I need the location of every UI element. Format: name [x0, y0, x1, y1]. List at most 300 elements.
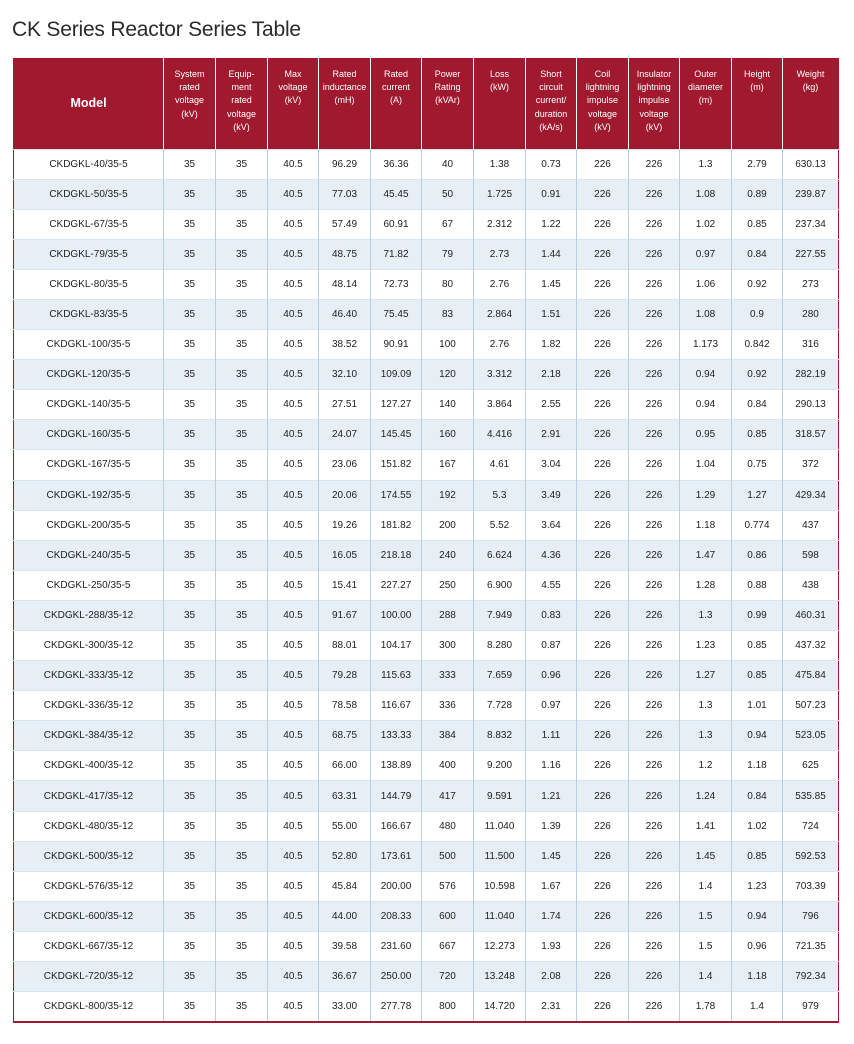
table-cell: 23.06 — [319, 450, 371, 480]
table-row — [14, 721, 839, 751]
table-cell: 40.5 — [268, 631, 319, 661]
table-row — [14, 931, 839, 961]
table-row — [14, 871, 839, 901]
table-cell: 226 — [577, 841, 629, 871]
table-cell: 35 — [164, 600, 216, 630]
column-header-line: (A) — [390, 95, 402, 106]
table-cell: 0.84 — [732, 239, 783, 269]
table-cell: 75.45 — [371, 299, 422, 329]
table-cell: 400 — [422, 751, 474, 781]
table-cell: 40.5 — [268, 871, 319, 901]
table-cell: 100.00 — [371, 600, 422, 630]
column-header-line: (kW) — [490, 82, 509, 93]
table-cell: 35 — [216, 781, 268, 811]
column-header — [422, 58, 474, 149]
model-cell: CKDGKL-300/35-12 — [14, 631, 164, 661]
table-cell: 1.3 — [680, 721, 732, 751]
table-cell: 1.23 — [732, 871, 783, 901]
table-cell: 2.31 — [526, 992, 577, 1022]
table-cell: 1.74 — [526, 901, 577, 931]
table-cell: 173.61 — [371, 841, 422, 871]
table-row — [14, 841, 839, 871]
table-cell: 40.5 — [268, 811, 319, 841]
table-cell: 1.16 — [526, 751, 577, 781]
table-cell: 0.94 — [732, 901, 783, 931]
table-cell: 1.4 — [732, 992, 783, 1022]
table-row — [14, 450, 839, 480]
table-cell: 226 — [629, 901, 680, 931]
table-cell: 40.5 — [268, 510, 319, 540]
table-cell: 40.5 — [268, 179, 319, 209]
column-header — [319, 58, 371, 149]
table-cell: 480 — [422, 811, 474, 841]
table-cell: 226 — [577, 179, 629, 209]
table-cell: 35 — [164, 931, 216, 961]
table-cell: 280 — [783, 299, 839, 329]
column-header-line: (m) — [750, 82, 764, 93]
table-cell: 226 — [577, 570, 629, 600]
table-cell: 0.85 — [732, 209, 783, 239]
table-cell: 40.5 — [268, 149, 319, 179]
table-cell: 35 — [216, 330, 268, 360]
table-cell: 88.01 — [319, 631, 371, 661]
table-cell: 800 — [422, 992, 474, 1022]
table-cell: 0.774 — [732, 510, 783, 540]
table-cell: 226 — [577, 360, 629, 390]
model-cell: CKDGKL-79/35-5 — [14, 239, 164, 269]
table-cell: 630.13 — [783, 149, 839, 179]
table-cell: 48.14 — [319, 269, 371, 299]
table-row — [14, 299, 839, 329]
table-cell: 45.84 — [319, 871, 371, 901]
table-cell: 40.5 — [268, 570, 319, 600]
table-cell: 200 — [422, 510, 474, 540]
table-cell: 40.5 — [268, 330, 319, 360]
table-cell: 1.173 — [680, 330, 732, 360]
table-cell: 226 — [577, 450, 629, 480]
table-cell: 192 — [422, 480, 474, 510]
table-row — [14, 360, 839, 390]
table-cell: 38.52 — [319, 330, 371, 360]
table-cell: 35 — [164, 661, 216, 691]
table-cell: 0.96 — [732, 931, 783, 961]
table-cell: 226 — [629, 269, 680, 299]
table-cell: 226 — [577, 480, 629, 510]
table-cell: 27.51 — [319, 390, 371, 420]
table-cell: 226 — [629, 841, 680, 871]
table-cell: 174.55 — [371, 480, 422, 510]
table-cell: 1.78 — [680, 992, 732, 1022]
table-cell: 9.200 — [474, 751, 526, 781]
column-header-line: ment — [231, 82, 252, 93]
table-cell: 0.94 — [680, 360, 732, 390]
table-cell: 226 — [577, 691, 629, 721]
table-cell: 0.85 — [732, 841, 783, 871]
table-cell: 4.55 — [526, 570, 577, 600]
table-row — [14, 992, 839, 1022]
table-cell: 35 — [164, 299, 216, 329]
table-row — [14, 269, 839, 299]
table-cell: 226 — [629, 149, 680, 179]
column-header — [629, 58, 680, 149]
table-cell: 507.23 — [783, 691, 839, 721]
table-cell: 35 — [164, 751, 216, 781]
table-cell: 0.88 — [732, 570, 783, 600]
table-cell: 226 — [577, 962, 629, 992]
table-cell: 437 — [783, 510, 839, 540]
table-cell: 0.99 — [732, 600, 783, 630]
table-cell: 2.18 — [526, 360, 577, 390]
model-cell: CKDGKL-500/35-12 — [14, 841, 164, 871]
table-cell: 1.4 — [680, 871, 732, 901]
table-cell: 226 — [629, 390, 680, 420]
table-cell: 226 — [629, 781, 680, 811]
table-cell: 40 — [422, 149, 474, 179]
table-cell: 1.27 — [732, 480, 783, 510]
table-cell: 1.4 — [680, 962, 732, 992]
table-cell: 35 — [164, 390, 216, 420]
table-cell: 720 — [422, 962, 474, 992]
table-cell: 226 — [577, 269, 629, 299]
table-row — [14, 962, 839, 992]
table-cell: 0.842 — [732, 330, 783, 360]
table-cell: 166.67 — [371, 811, 422, 841]
table-cell: 79.28 — [319, 661, 371, 691]
table-row — [14, 420, 839, 450]
column-header-line: Max — [284, 69, 302, 79]
table-cell: 71.82 — [371, 239, 422, 269]
column-header-line: Weight — [796, 69, 825, 79]
table-cell: 226 — [577, 600, 629, 630]
table-cell: 226 — [577, 931, 629, 961]
table-cell: 226 — [629, 751, 680, 781]
table-cell: 226 — [577, 751, 629, 781]
table-cell: 133.33 — [371, 721, 422, 751]
table-cell: 703.39 — [783, 871, 839, 901]
table-cell: 35 — [216, 901, 268, 931]
table-cell: 40.5 — [268, 209, 319, 239]
table-cell: 35 — [216, 209, 268, 239]
model-cell: CKDGKL-336/35-12 — [14, 691, 164, 721]
model-cell: CKDGKL-167/35-5 — [14, 450, 164, 480]
table-cell: 7.949 — [474, 600, 526, 630]
table-cell: 83 — [422, 299, 474, 329]
table-cell: 226 — [629, 631, 680, 661]
table-cell: 2.76 — [474, 330, 526, 360]
table-cell: 724 — [783, 811, 839, 841]
model-cell: CKDGKL-240/35-5 — [14, 540, 164, 570]
table-cell: 0.73 — [526, 149, 577, 179]
column-header-line: rated — [231, 95, 252, 106]
table-cell: 40.5 — [268, 390, 319, 420]
table-cell: 1.39 — [526, 811, 577, 841]
table-cell: 35 — [164, 239, 216, 269]
table-cell: 333 — [422, 661, 474, 691]
model-cell: CKDGKL-250/35-5 — [14, 570, 164, 600]
table-cell: 226 — [629, 179, 680, 209]
table-cell: 226 — [629, 962, 680, 992]
column-header-line: inductance — [322, 82, 367, 93]
table-cell: 20.06 — [319, 480, 371, 510]
table-cell: 109.09 — [371, 360, 422, 390]
page-title: CK Series Reactor Series Table — [12, 18, 301, 41]
column-header-line: System — [174, 69, 205, 79]
table-cell: 200.00 — [371, 871, 422, 901]
table-cell: 226 — [629, 209, 680, 239]
table-cell: 429.34 — [783, 480, 839, 510]
table-cell: 282.19 — [783, 360, 839, 390]
table-cell: 44.00 — [319, 901, 371, 931]
table-cell: 35 — [216, 631, 268, 661]
table-row — [14, 239, 839, 269]
table-cell: 1.3 — [680, 691, 732, 721]
table-cell: 96.29 — [319, 149, 371, 179]
table-cell: 0.97 — [526, 691, 577, 721]
table-cell: 33.00 — [319, 992, 371, 1022]
table-cell: 3.312 — [474, 360, 526, 390]
column-header-line: (kg) — [802, 82, 819, 93]
table-cell: 35 — [164, 209, 216, 239]
table-cell: 19.26 — [319, 510, 371, 540]
table-cell: 7.728 — [474, 691, 526, 721]
table-cell: 115.63 — [371, 661, 422, 691]
table-cell: 1.82 — [526, 330, 577, 360]
table-cell: 1.04 — [680, 450, 732, 480]
table-cell: 218.18 — [371, 540, 422, 570]
table-cell: 226 — [629, 811, 680, 841]
table-cell: 40.5 — [268, 299, 319, 329]
table-cell: 67 — [422, 209, 474, 239]
table-cell: 226 — [577, 721, 629, 751]
column-header-line: Rated — [383, 69, 409, 79]
table-cell: 226 — [629, 299, 680, 329]
table-cell: 35 — [164, 691, 216, 721]
model-cell: CKDGKL-384/35-12 — [14, 721, 164, 751]
table-cell: 35 — [216, 992, 268, 1022]
table-cell: 35 — [164, 420, 216, 450]
column-header-line: circuit — [539, 82, 563, 93]
table-cell: 46.40 — [319, 299, 371, 329]
table-cell: 1.45 — [526, 269, 577, 299]
table-cell: 1.44 — [526, 239, 577, 269]
table-cell: 1.08 — [680, 299, 732, 329]
table-cell: 0.95 — [680, 420, 732, 450]
table-cell: 0.94 — [732, 721, 783, 751]
table-cell: 384 — [422, 721, 474, 751]
table-cell: 35 — [164, 781, 216, 811]
table-cell: 35 — [216, 841, 268, 871]
table-cell: 11.500 — [474, 841, 526, 871]
table-cell: 226 — [577, 901, 629, 931]
table-cell: 35 — [216, 420, 268, 450]
column-header-line: Coil — [594, 69, 611, 79]
column-header — [680, 58, 732, 149]
column-header-line: diameter — [687, 82, 723, 93]
table-cell: 35 — [164, 330, 216, 360]
table-cell: 57.49 — [319, 209, 371, 239]
column-header-line: (kV) — [645, 121, 663, 132]
table-cell: 318.57 — [783, 420, 839, 450]
table-cell: 0.89 — [732, 179, 783, 209]
table-cell: 273 — [783, 269, 839, 299]
table-cell: 1.18 — [732, 962, 783, 992]
table-cell: 226 — [577, 239, 629, 269]
table-cell: 0.86 — [732, 540, 783, 570]
table-row — [14, 811, 839, 841]
table-cell: 1.18 — [680, 510, 732, 540]
model-cell: CKDGKL-600/35-12 — [14, 901, 164, 931]
table-cell: 3.04 — [526, 450, 577, 480]
table-cell: 226 — [629, 992, 680, 1022]
table-cell: 55.00 — [319, 811, 371, 841]
table-cell: 1.01 — [732, 691, 783, 721]
table-cell: 45.45 — [371, 179, 422, 209]
table-row — [14, 661, 839, 691]
table-cell: 2.312 — [474, 209, 526, 239]
column-header-line: Rating — [434, 82, 461, 93]
table-cell: 226 — [629, 600, 680, 630]
table-cell: 16.05 — [319, 540, 371, 570]
model-cell: CKDGKL-83/35-5 — [14, 299, 164, 329]
table-cell: 63.31 — [319, 781, 371, 811]
table-cell: 226 — [629, 691, 680, 721]
table-cell: 1.21 — [526, 781, 577, 811]
table-cell: 1.45 — [526, 841, 577, 871]
table-cell: 35 — [216, 751, 268, 781]
table-cell: 145.45 — [371, 420, 422, 450]
column-header-line: (m) — [698, 95, 713, 106]
table-cell: 0.9 — [732, 299, 783, 329]
table-cell: 227.27 — [371, 570, 422, 600]
column-header-line: lightning — [637, 82, 671, 93]
table-cell: 39.58 — [319, 931, 371, 961]
table-cell: 35 — [164, 269, 216, 299]
table-cell: 1.11 — [526, 721, 577, 751]
table-cell: 1.47 — [680, 540, 732, 570]
table-cell: 0.97 — [680, 239, 732, 269]
table-cell: 78.58 — [319, 691, 371, 721]
table-cell: 35 — [164, 450, 216, 480]
table-cell: 2.864 — [474, 299, 526, 329]
column-header — [783, 58, 839, 149]
column-header-line: Equip- — [228, 69, 255, 79]
table-cell: 1.3 — [680, 149, 732, 179]
table-cell: 226 — [577, 420, 629, 450]
table-cell: 40.5 — [268, 992, 319, 1022]
column-header-line: (mH) — [334, 95, 355, 106]
table-cell: 35 — [164, 901, 216, 931]
table-cell: 11.040 — [474, 811, 526, 841]
table-cell: 35 — [216, 600, 268, 630]
column-header-line: (kV) — [181, 108, 198, 119]
table-cell: 796 — [783, 901, 839, 931]
table-cell: 35 — [216, 360, 268, 390]
table-cell: 625 — [783, 751, 839, 781]
table-cell: 3.864 — [474, 390, 526, 420]
model-cell: CKDGKL-200/35-5 — [14, 510, 164, 540]
table-cell: 2.76 — [474, 269, 526, 299]
table-cell: 1.02 — [732, 811, 783, 841]
table-cell: 226 — [577, 299, 629, 329]
table-cell: 40.5 — [268, 661, 319, 691]
column-header-line: Height — [743, 69, 770, 79]
table-cell: 116.67 — [371, 691, 422, 721]
table-cell: 1.18 — [732, 751, 783, 781]
table-cell: 277.78 — [371, 992, 422, 1022]
column-header-line: voltage — [226, 108, 257, 119]
table-cell: 438 — [783, 570, 839, 600]
table-cell: 35 — [216, 510, 268, 540]
table-cell: 100 — [422, 330, 474, 360]
table-cell: 475.84 — [783, 661, 839, 691]
table-cell: 1.27 — [680, 661, 732, 691]
table-cell: 35 — [216, 179, 268, 209]
table-row — [14, 540, 839, 570]
table-body — [14, 149, 839, 1022]
table-row — [14, 179, 839, 209]
table-cell: 40.5 — [268, 269, 319, 299]
model-cell: CKDGKL-100/35-5 — [14, 330, 164, 360]
table-cell: 226 — [577, 540, 629, 570]
table-cell: 35 — [216, 962, 268, 992]
table-cell: 4.416 — [474, 420, 526, 450]
column-header-line: current — [381, 82, 410, 93]
column-header-line: voltage — [174, 95, 205, 106]
table-cell: 50 — [422, 179, 474, 209]
table-cell: 35 — [216, 269, 268, 299]
table-cell: 40.5 — [268, 540, 319, 570]
table-cell: 226 — [577, 149, 629, 179]
table-cell: 250 — [422, 570, 474, 600]
table-cell: 0.84 — [732, 390, 783, 420]
column-header-line: (kA/s) — [539, 121, 563, 132]
table-cell: 226 — [629, 480, 680, 510]
column-header-line: Insulator — [636, 69, 672, 79]
table-cell: 35 — [216, 871, 268, 901]
table-row — [14, 691, 839, 721]
table-cell: 226 — [629, 931, 680, 961]
table-cell: 240 — [422, 540, 474, 570]
table-cell: 227.55 — [783, 239, 839, 269]
table-cell: 72.73 — [371, 269, 422, 299]
table-cell: 66.00 — [319, 751, 371, 781]
table-cell: 35 — [164, 510, 216, 540]
table-cell: 35 — [164, 540, 216, 570]
table-cell: 208.33 — [371, 901, 422, 931]
table-cell: 231.60 — [371, 931, 422, 961]
table-cell: 226 — [577, 781, 629, 811]
table-cell: 226 — [629, 871, 680, 901]
model-cell: CKDGKL-288/35-12 — [14, 600, 164, 630]
table-cell: 226 — [577, 661, 629, 691]
table-cell: 0.92 — [732, 269, 783, 299]
table-cell: 35 — [216, 299, 268, 329]
model-cell: CKDGKL-576/35-12 — [14, 871, 164, 901]
column-header-line: Loss — [489, 69, 509, 79]
table-cell: 792.34 — [783, 962, 839, 992]
table-cell: 35 — [164, 962, 216, 992]
table-cell: 4.61 — [474, 450, 526, 480]
column-header — [216, 58, 268, 149]
table-cell: 1.51 — [526, 299, 577, 329]
model-cell: CKDGKL-333/35-12 — [14, 661, 164, 691]
table-cell: 437.32 — [783, 631, 839, 661]
table-cell: 290.13 — [783, 390, 839, 420]
table-cell: 226 — [577, 631, 629, 661]
table-cell: 1.06 — [680, 269, 732, 299]
table-cell: 1.5 — [680, 901, 732, 931]
table-cell: 372 — [783, 450, 839, 480]
